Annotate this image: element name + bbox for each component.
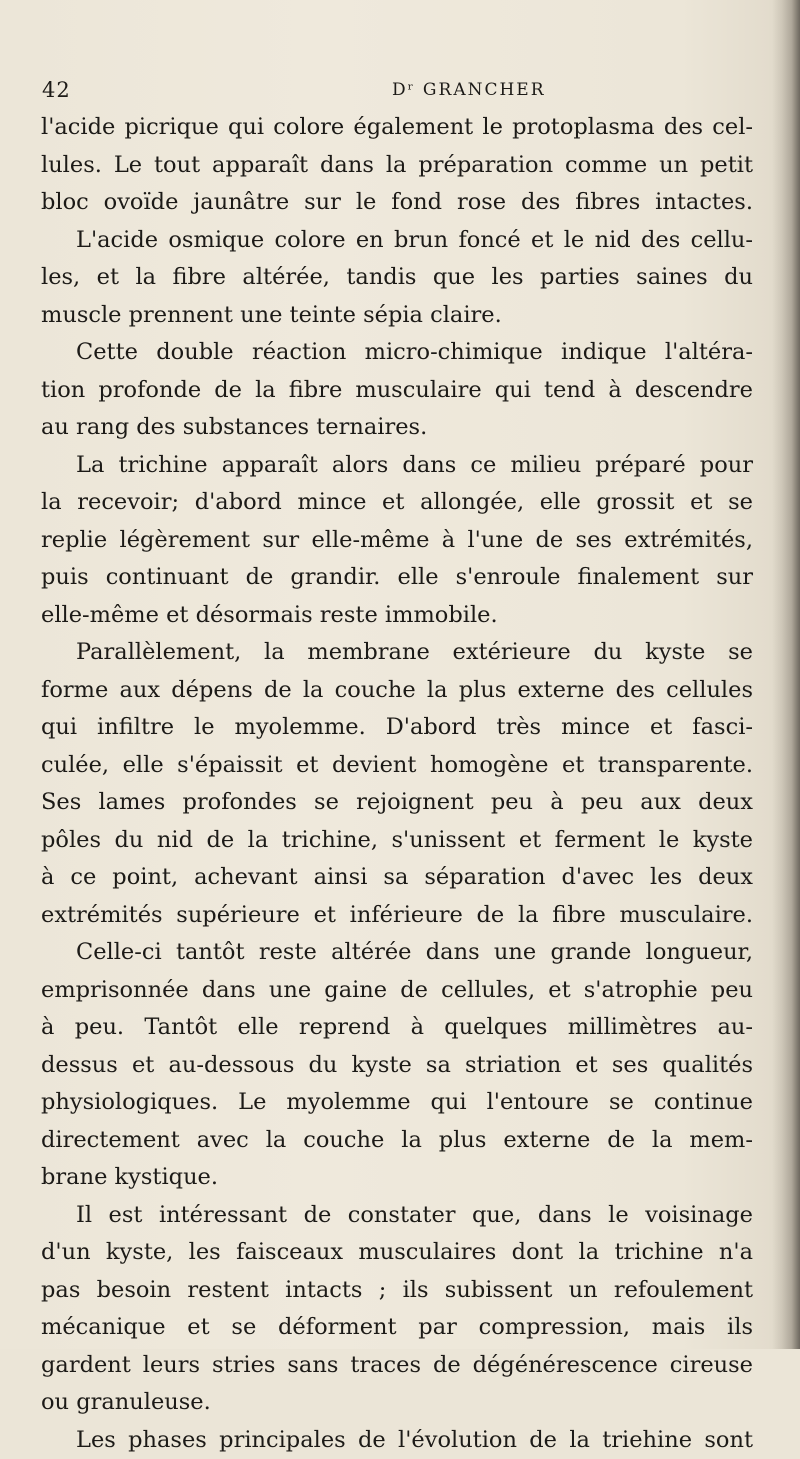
text-line: physiologiques. Le myolemme qui l'entoure se continue <box>41 1084 753 1122</box>
text-line: à peu. Tantôt elle reprend à quelques millimètres au- <box>41 1009 753 1047</box>
text-line: directement avec la couche la plus externe de la mem- <box>41 1122 753 1160</box>
text-line: replie légèrement sur elle-même à l'une de ses extrémités, <box>41 522 753 560</box>
text-line: mécanique et se déforment par compression, mais ils <box>41 1309 753 1347</box>
page-number: 42 <box>42 78 71 102</box>
text-line: pôles du nid de la trichine, s'unissent et ferment le kyste <box>41 822 753 860</box>
text-line: L'acide osmique colore en brun foncé et le nid des cellu- <box>41 222 753 260</box>
page-binding-shadow <box>772 0 800 1349</box>
text-line: tion profonde de la fibre musculaire qui tend à descendre <box>41 372 753 410</box>
text-line: qui infiltre le myolemme. D'abord très mince et fasci- <box>41 709 753 747</box>
text-line: Il est intéressant de constater que, dans le voisinage <box>41 1197 753 1235</box>
text-line: extrémités supérieure et inférieure de la fibre musculaire. <box>41 897 753 935</box>
text-line: forme aux dépens de la couche la plus externe des cellules <box>41 672 753 710</box>
text-line: ou granuleuse. <box>41 1384 753 1422</box>
text-line: bloc ovoïde jaunâtre sur le fond rose des fibres intactes. <box>41 184 753 222</box>
text-line: à ce point, achevant ainsi sa séparation d'avec les deux <box>41 859 753 897</box>
text-line: elle-même et désormais reste immobile. <box>41 597 753 635</box>
text-line: Les phases principales de l'évolution de la triehine sont <box>41 1422 753 1459</box>
body-text <box>41 109 753 1459</box>
text-line: d'un kyste, les faisceaux musculaires dont la trichine n'a <box>41 1234 753 1272</box>
text-line: Ses lames profondes se rejoignent peu à peu aux deux <box>41 784 753 822</box>
text-line: puis continuant de grandir. elle s'enroule finalement sur <box>41 559 753 597</box>
text-line: muscle prennent une teinte sépia claire. <box>41 297 753 335</box>
page-header <box>42 78 742 108</box>
text-line: pas besoin restent intacts ; ils subissent un refoulement <box>41 1272 753 1310</box>
text-line: culée, elle s'épaissit et devient homogène et transparente. <box>41 747 753 785</box>
text-line: Parallèlement, la membrane extérieure du kyste se <box>41 634 753 672</box>
text-line: brane kystique. <box>41 1159 753 1197</box>
text-line: gardent leurs stries sans traces de dégénérescence cireuse <box>41 1347 753 1385</box>
text-line: la recevoir; d'abord mince et allongée, elle grossit et se <box>41 484 753 522</box>
running-head: Dʳ GRANCHER <box>392 80 546 100</box>
text-line: emprisonnée dans une gaine de cellules, et s'atrophie peu <box>41 972 753 1010</box>
text-line: au rang des substances ternaires. <box>41 409 753 447</box>
text-line: Cette double réaction micro-chimique indique l'altéra- <box>41 334 753 372</box>
text-line: l'acide picrique qui colore également le protoplasma des cel- <box>41 109 753 147</box>
text-line: lules. Le tout apparaît dans la préparation comme un petit <box>41 147 753 185</box>
text-line: Celle-ci tantôt reste altérée dans une grande longueur, <box>41 934 753 972</box>
text-line: les, et la fibre altérée, tandis que les parties saines du <box>41 259 753 297</box>
text-line: La trichine apparaît alors dans ce milieu préparé pour <box>41 447 753 485</box>
text-line: dessus et au-dessous du kyste sa striation et ses qualités <box>41 1047 753 1085</box>
